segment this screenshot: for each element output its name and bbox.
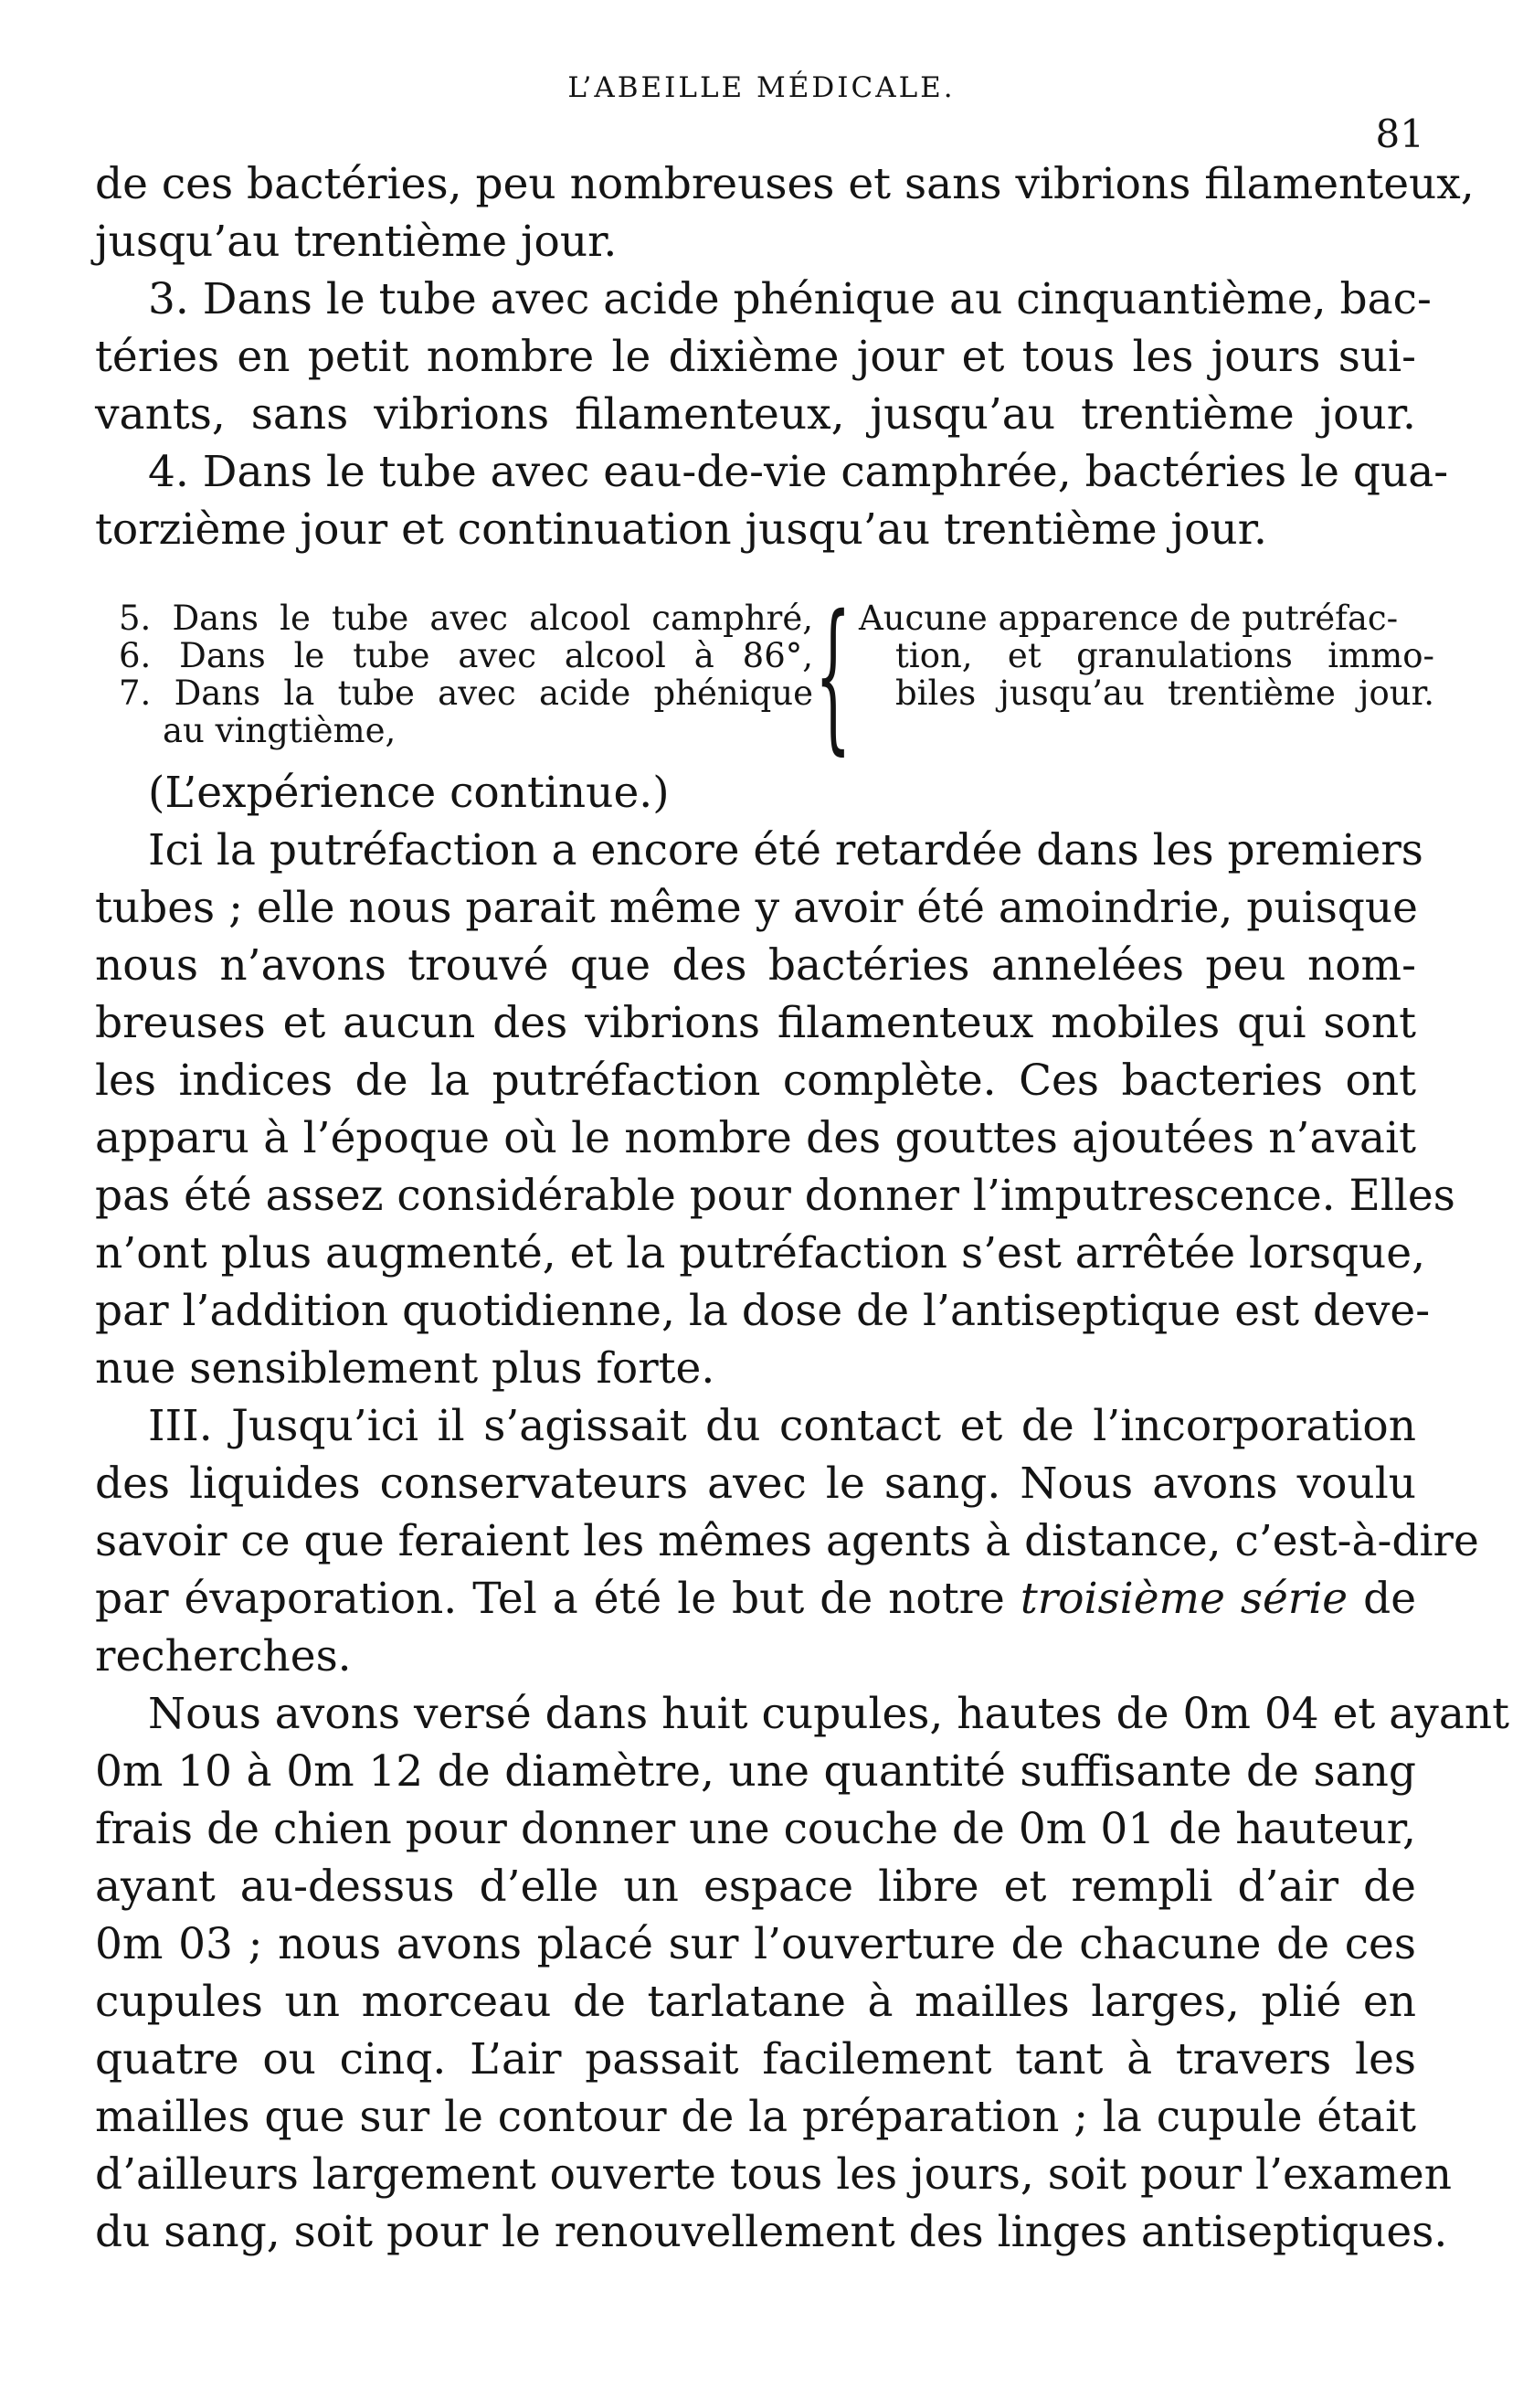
bracket-right-text (859, 599, 1434, 712)
text-line: de ces bactéries, peu nombreuses et sans vibrions filamenteux, (95, 159, 1475, 209)
text-line: cupules un morceau de tarlatane à mailles larges, plié en (95, 1977, 1416, 2027)
running-header: L’ABEILLE MÉDICALE. (567, 71, 956, 104)
text-line: les indices de la putréfaction complète. Ces bacteries ont (95, 1055, 1416, 1106)
text-line: des liquides conservateurs avec le sang. Nous avons voulu (95, 1459, 1416, 1509)
text-line: téries en petit nombre le dixième jour et tous les jours sui- (95, 332, 1416, 382)
text-line: Nous avons versé dans huit cupules, hautes de 0m 04 et ayant (148, 1689, 1510, 1739)
text-line: recherches. (95, 1631, 352, 1681)
list-item: au vingtième, (163, 711, 397, 750)
text-line: Ici la putréfaction a encore été retardée dans les premiers (148, 825, 1423, 875)
text-line: (L’expérience continue.) (148, 768, 670, 818)
text-line: 0m 03 ; nous avons placé sur l’ouverture de chacune de ces (95, 1919, 1416, 1969)
text-line: mailles que sur le contour de la préparation ; la cupule était (95, 2092, 1416, 2142)
text-line: tubes ; elle nous parait même y avoir été amoindrie, puisque (95, 883, 1418, 933)
list-item: 5. Dans le tube avec alcool camphré, (119, 599, 813, 638)
bracket-left-items (119, 599, 813, 749)
text-line: nous n’avons trouvé que des bactéries annelées peu nom- (95, 940, 1416, 991)
text-line: quatre ou cinq. L’air passait facilement tant à travers les (95, 2034, 1416, 2084)
text-line: par l’addition quotidienne, la dose de l’antiseptique est deve- (95, 1286, 1431, 1336)
text-line: apparu à l’époque où le nombre des gouttes ajoutées n’avait (95, 1113, 1416, 1163)
text-line: du sang, soit pour le renouvellement des linges antiseptiques. (95, 2207, 1448, 2257)
text-line: frais de chien pour donner une couche de 0m 01 de hauteur, (95, 1804, 1416, 1854)
text-line: jusqu’au trentième jour. (95, 217, 618, 267)
italic-text: troisième série (1020, 1574, 1348, 1624)
page-number: 81 (1375, 111, 1424, 156)
text-line: d’ailleurs largement ouverte tous les jours, soit pour l’examen (95, 2149, 1453, 2200)
text-line: ayant au-dessus d’elle un espace libre et rempli d’air de (95, 1862, 1416, 1912)
text-line: III. Jusqu’ici il s’agissait du contact et de l’incorporation (148, 1401, 1416, 1451)
list-item: biles jusqu’au trentième jour. (895, 674, 1434, 713)
text-run: de (1363, 1574, 1417, 1624)
list-item: 7. Dans la tube avec acide phénique (119, 674, 813, 713)
text-line: 0m 10 à 0m 12 de diamètre, une quantité suffisante de sang (95, 1746, 1416, 1797)
text-line: 4. Dans le tube avec eau-de-vie camphrée, bactéries le qua- (148, 447, 1449, 497)
list-item: tion, et granulations immo- (895, 636, 1434, 675)
text-line: breuses et aucun des vibrions filamenteux mobiles qui sont (95, 998, 1416, 1048)
text-line: 3. Dans le tube avec acide phénique au cinquantième, bac- (148, 274, 1432, 324)
text-line: vants, sans vibrions filamenteux, jusqu’au trentième jour. (95, 389, 1416, 440)
text-line: savoir ce que feraient les mêmes agents à distance, c’est-à-dire (95, 1516, 1479, 1566)
paragraph-block-2 (95, 764, 1510, 2261)
list-item: 6. Dans le tube avec alcool à 86°, (119, 636, 813, 675)
text-line: nue sensiblement plus forte. (95, 1343, 715, 1394)
text-line: torzième jour et continuation jusqu’au trentième jour. (95, 504, 1267, 555)
list-item: Aucune apparence de putréfac- (859, 599, 1399, 638)
text-run: par évaporation. Tel a été le but de notre (95, 1574, 1005, 1624)
paragraph-block-1 (95, 155, 1475, 558)
text-line (95, 1570, 1416, 1628)
curly-brace: { (815, 580, 851, 769)
text-line: pas été assez considérable pour donner l’imputrescence. Elles (95, 1171, 1455, 1221)
text-line: n’ont plus augmenté, et la putréfaction s’est arrêtée lorsque, (95, 1228, 1426, 1278)
